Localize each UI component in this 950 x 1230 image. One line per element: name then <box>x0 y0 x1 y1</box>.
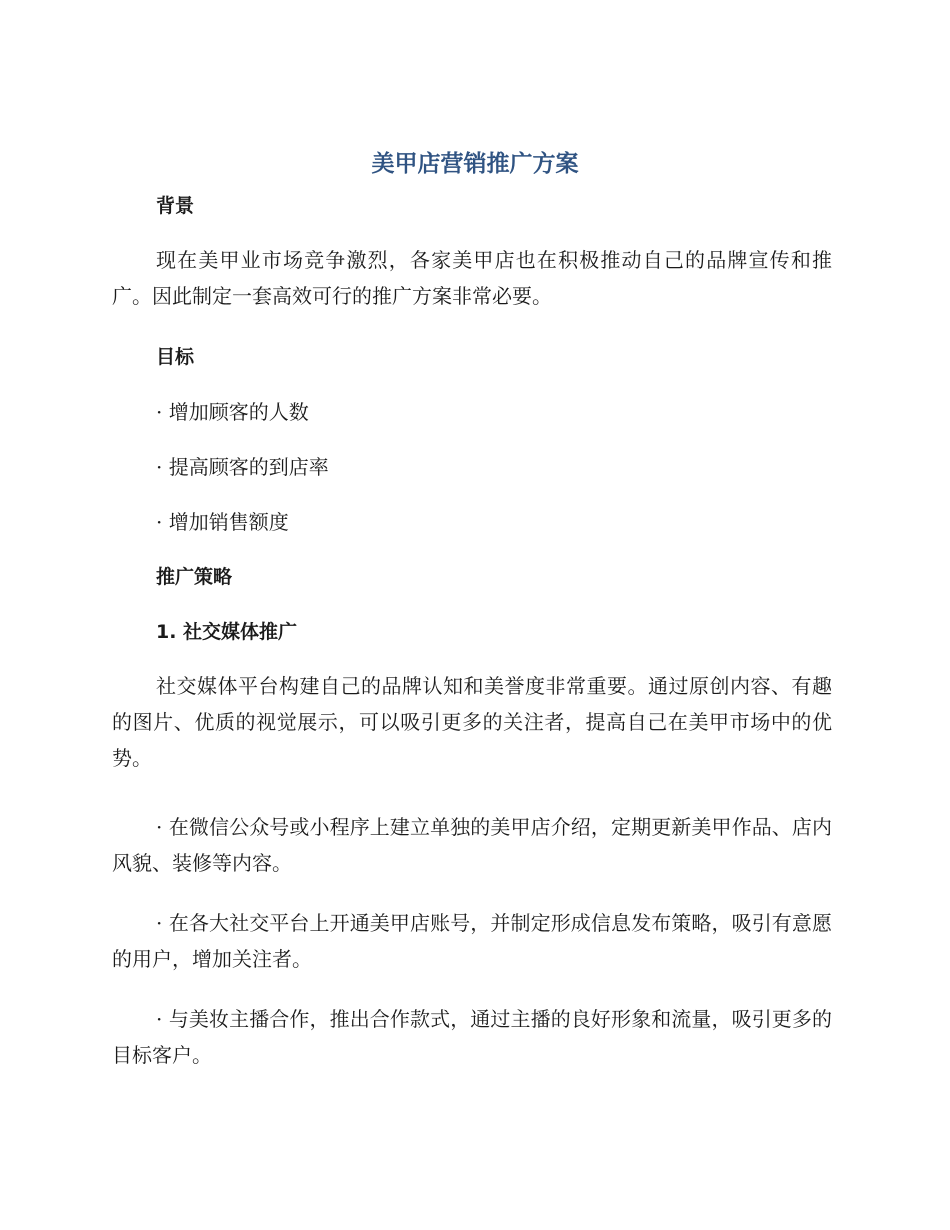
section-heading-strategy: 推广策略 <box>156 566 233 588</box>
goal-item: · 提高顾客的到店率 <box>156 455 329 479</box>
subsection-heading-social-media: 1. 社交媒体推广 <box>156 621 298 643</box>
social-media-paragraph: 社交媒体平台构建自己的品牌认知和美誉度非常重要。通过原创内容、有趣的图片、优质的视觉展示，可以吸引更多的关注者，提高自己在美甲市场中的优势。 <box>112 674 832 770</box>
goal-item: · 增加销售额度 <box>156 510 289 534</box>
strategy-bullet-item: · 与美妆主播合作，推出合作款式，通过主播的良好形象和流量，吸引更多的目标客户。 <box>112 1007 832 1067</box>
section-heading-background: 背景 <box>156 195 195 217</box>
goal-item: · 增加顾客的人数 <box>156 400 309 424</box>
strategy-bullet-item: · 在各大社交平台上开通美甲店账号，并制定形成信息发布策略，吸引有意愿的用户，增加关注者。 <box>112 911 832 971</box>
document-title: 美甲店营销推广方案 <box>371 151 579 177</box>
background-paragraph: 现在美甲业市场竞争激烈，各家美甲店也在积极推动自己的品牌宣传和推广。因此制定一套高效可行的推广方案非常必要。 <box>112 248 832 308</box>
strategy-bullet-item: · 在微信公众号或小程序上建立单独的美甲店介绍，定期更新美甲作品、店内风貌、装修等内容。 <box>112 815 832 875</box>
section-heading-goals: 目标 <box>156 346 195 368</box>
